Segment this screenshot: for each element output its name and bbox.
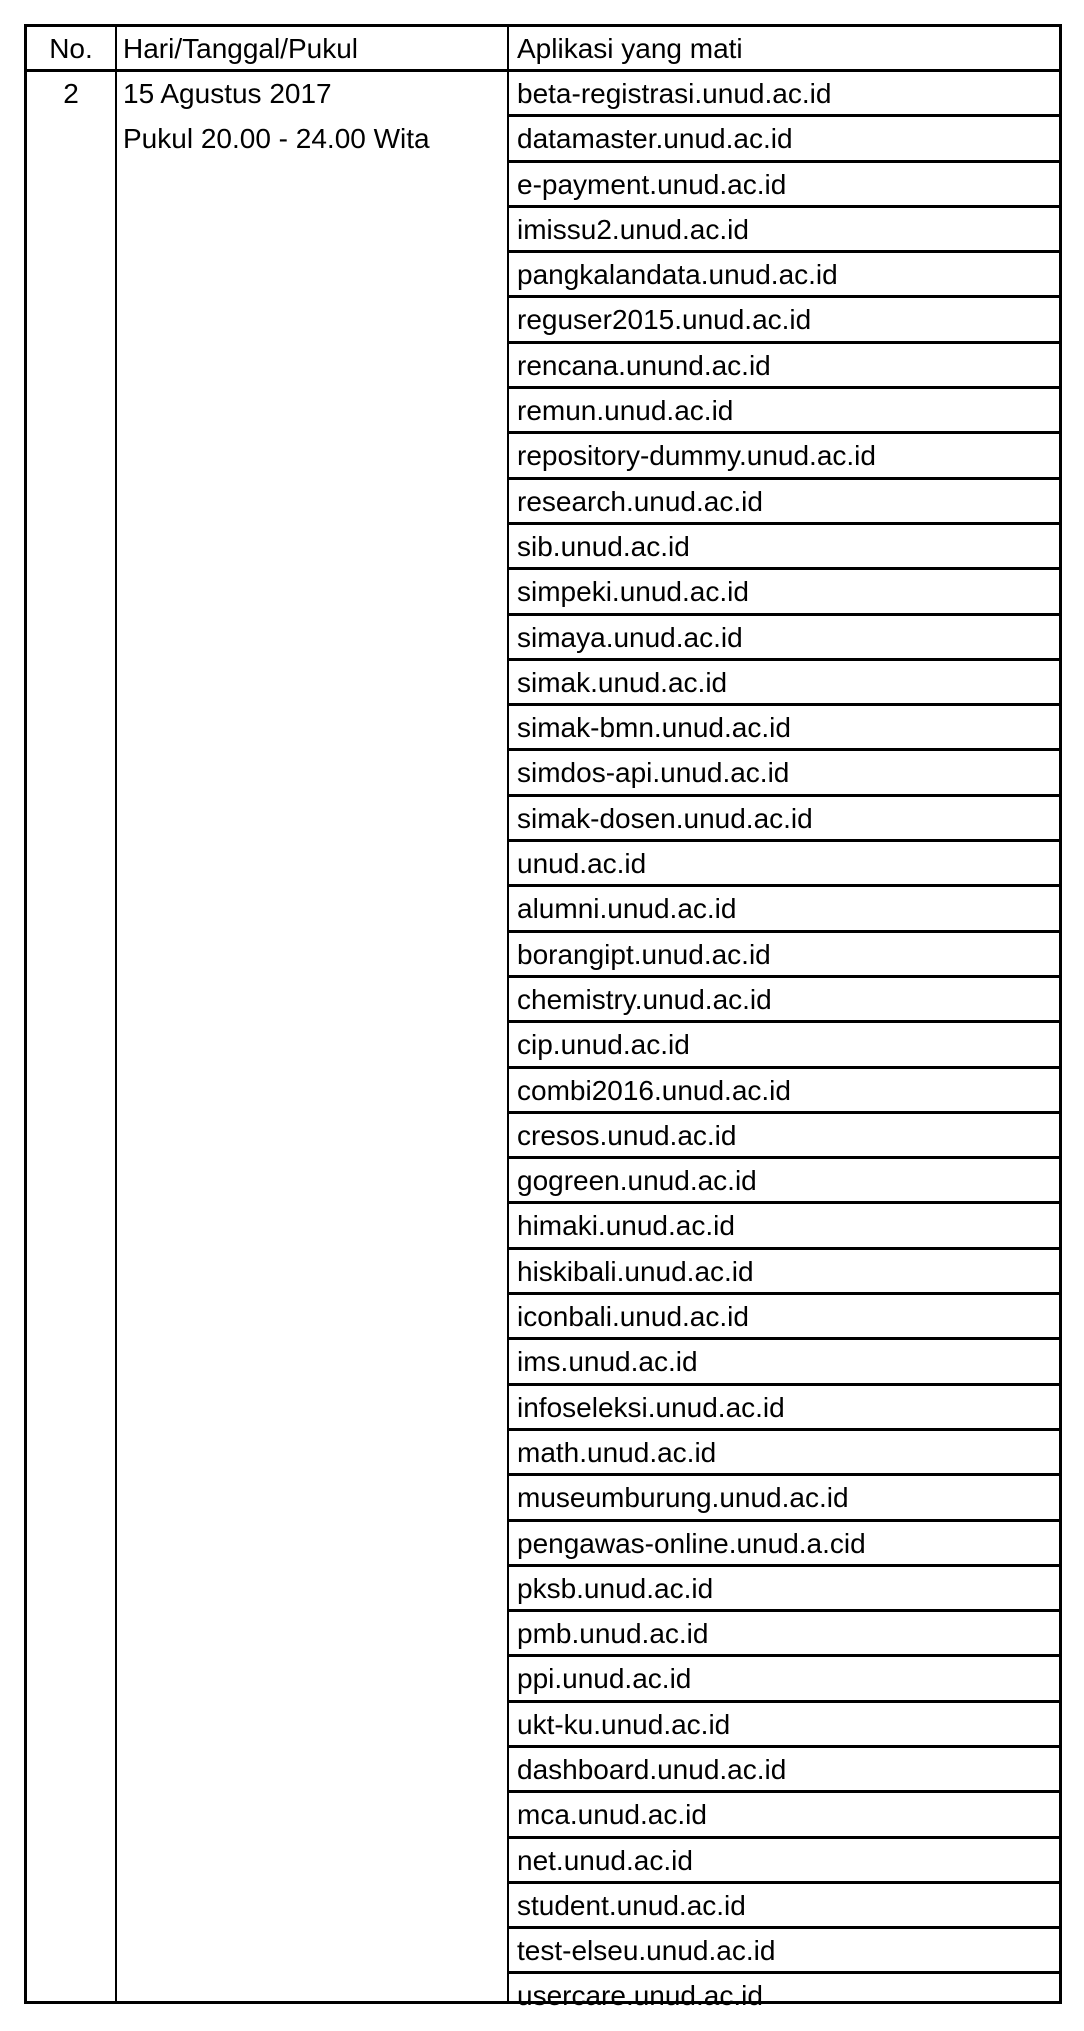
application-row: simak.unud.ac.id — [509, 661, 1059, 706]
application-row: dashboard.unud.ac.id — [509, 1748, 1059, 1793]
application-row: sib.unud.ac.id — [509, 525, 1059, 570]
application-row: research.unud.ac.id — [509, 480, 1059, 525]
application-row: pangkalandata.unud.ac.id — [509, 253, 1059, 298]
application-row: alumni.unud.ac.id — [509, 887, 1059, 932]
application-row: simak-bmn.unud.ac.id — [509, 706, 1059, 751]
header-date-time: Hari/Tanggal/Pukul — [123, 33, 359, 64]
application-row: net.unud.ac.id — [509, 1839, 1059, 1884]
application-row: museumburung.unud.ac.id — [509, 1476, 1059, 1521]
application-row: mca.unud.ac.id — [509, 1793, 1059, 1838]
column-divider-no — [115, 27, 117, 2001]
application-row: chemistry.unud.ac.id — [509, 978, 1059, 1023]
application-row: math.unud.ac.id — [509, 1431, 1059, 1476]
application-row: pengawas-online.unud.a.cid — [509, 1522, 1059, 1567]
application-row: combi2016.unud.ac.id — [509, 1069, 1059, 1114]
application-row: e-payment.unud.ac.id — [509, 163, 1059, 208]
application-row: ukt-ku.unud.ac.id — [509, 1703, 1059, 1748]
application-row: himaki.unud.ac.id — [509, 1204, 1059, 1249]
application-row: cresos.unud.ac.id — [509, 1114, 1059, 1159]
application-row: simdos-api.unud.ac.id — [509, 751, 1059, 796]
application-row: reguser2015.unud.ac.id — [509, 298, 1059, 343]
application-row: remun.unud.ac.id — [509, 389, 1059, 434]
application-row: simak-dosen.unud.ac.id — [509, 797, 1059, 842]
application-row: imissu2.unud.ac.id — [509, 208, 1059, 253]
application-row: ims.unud.ac.id — [509, 1340, 1059, 1385]
row-date: 15 Agustus 2017 — [123, 78, 332, 109]
application-row: pksb.unud.ac.id — [509, 1567, 1059, 1612]
application-row: datamaster.unud.ac.id — [509, 117, 1059, 162]
table-header-row — [27, 27, 1059, 72]
application-row: student.unud.ac.id — [509, 1884, 1059, 1929]
application-row: unud.ac.id — [509, 842, 1059, 887]
application-row: borangipt.unud.ac.id — [509, 933, 1059, 978]
application-row: test-elseu.unud.ac.id — [509, 1929, 1059, 1974]
application-list — [509, 72, 1059, 2012]
application-row: hiskibali.unud.ac.id — [509, 1250, 1059, 1295]
header-applications: Aplikasi yang mati — [517, 33, 743, 64]
application-row: rencana.unund.ac.id — [509, 344, 1059, 389]
application-row: repository-dummy.unud.ac.id — [509, 434, 1059, 479]
application-row: cip.unud.ac.id — [509, 1023, 1059, 1068]
application-row: infoseleksi.unud.ac.id — [509, 1386, 1059, 1431]
application-row: simpeki.unud.ac.id — [509, 570, 1059, 615]
application-row: iconbali.unud.ac.id — [509, 1295, 1059, 1340]
row-time: Pukul 20.00 - 24.00 Wita — [123, 123, 430, 154]
outage-table — [24, 24, 1062, 2012]
application-row: beta-registrasi.unud.ac.id — [509, 72, 1059, 117]
application-row: pmb.unud.ac.id — [509, 1612, 1059, 1657]
header-no: No. — [49, 33, 93, 64]
application-row: simaya.unud.ac.id — [509, 616, 1059, 661]
row-number: 2 — [63, 78, 79, 109]
application-row: ppi.unud.ac.id — [509, 1657, 1059, 1702]
application-row: gogreen.unud.ac.id — [509, 1159, 1059, 1204]
application-row: usercare.unud.ac.id — [517, 1980, 763, 2012]
